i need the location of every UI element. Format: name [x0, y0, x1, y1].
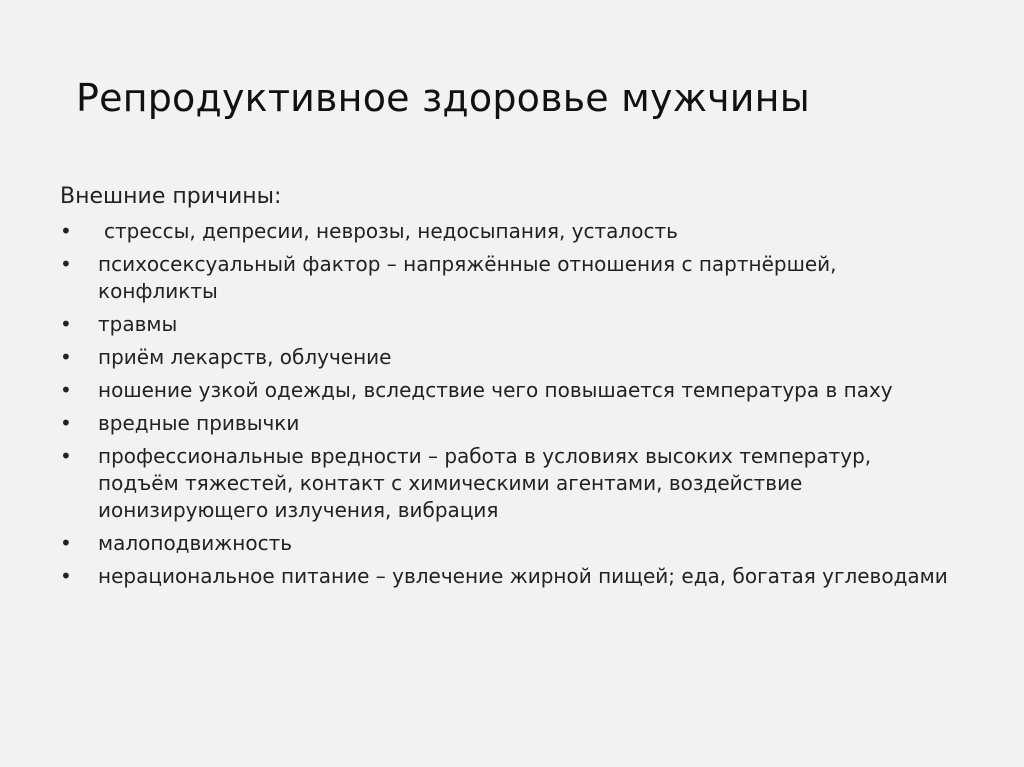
bullet-icon: •: [60, 219, 72, 243]
bullet-icon: •: [60, 345, 72, 369]
bullet-icon: •: [60, 312, 72, 336]
bullet-list: [60, 218, 950, 596]
bullet-icon: •: [60, 564, 72, 588]
bullet-icon: •: [60, 378, 72, 402]
list-item-text: нерациональное питание – увлечение жирной пищей; еда, богатая углеводами: [98, 564, 948, 588]
list-item-text: травмы: [98, 312, 178, 336]
list-item: [60, 530, 950, 557]
list-item-text: ношение узкой одежды, вследствие чего повышается температура в паху: [98, 378, 893, 402]
list-item: [60, 344, 950, 371]
list-item-text: малоподвижность: [98, 531, 293, 555]
list-item-text: приём лекарств, облучение: [98, 345, 392, 369]
bullet-icon: •: [60, 252, 72, 276]
list-item-text: психосексуальный фактор – напряжённые отношения с партнёршей, конфликты: [98, 252, 837, 303]
list-item: [60, 443, 950, 524]
list-item: [60, 377, 950, 404]
list-item: [60, 251, 950, 305]
list-item-text: профессиональные вредности – работа в условиях высоких температур, подъём тяжестей, контакт с химическими агентами, воздействие ионизирующего излучения, вибрация: [98, 444, 872, 522]
list-item-text: стрессы, депресии, неврозы, недосыпания, усталость: [104, 219, 678, 243]
list-item: [60, 410, 950, 437]
list-item: [60, 563, 950, 590]
section-heading: Внешние причины:: [60, 184, 282, 209]
bullet-icon: •: [60, 411, 72, 435]
list-item: [60, 218, 950, 245]
slide-title: Репродуктивное здоровье мужчины: [76, 76, 810, 120]
list-item-text: вредные привычки: [98, 411, 300, 435]
bullet-icon: •: [60, 531, 72, 555]
list-item: [60, 311, 950, 338]
bullet-icon: •: [60, 444, 72, 468]
